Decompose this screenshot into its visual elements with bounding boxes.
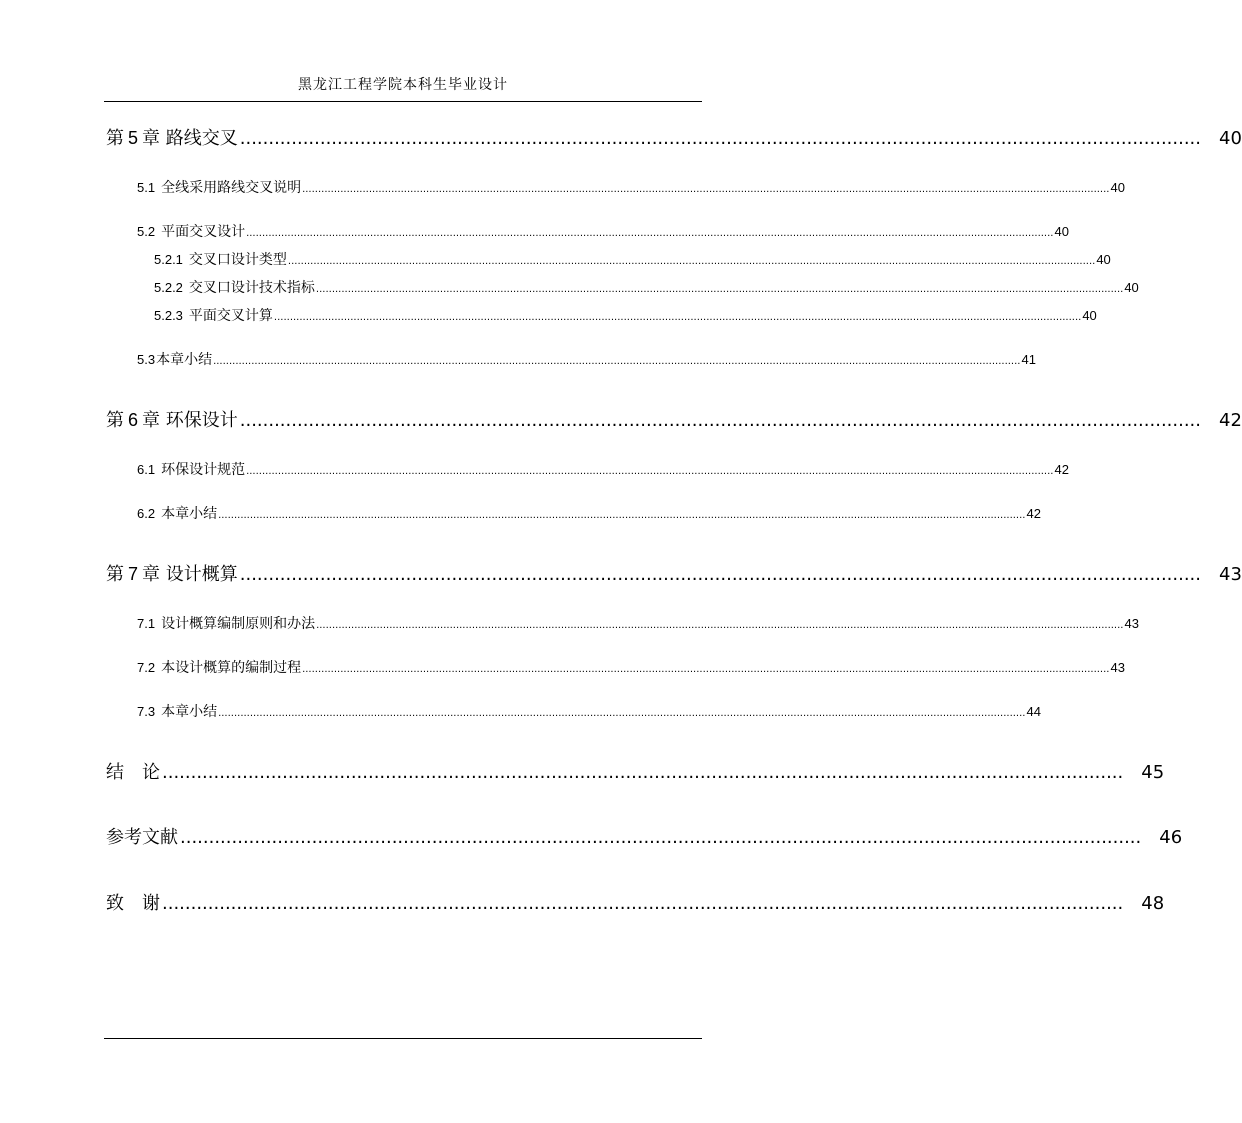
toc-page-number: 40 <box>1082 308 1097 323</box>
toc-subsection-5-2-2[interactable]: 5.2.2 交叉口设计技术指标 .............................................................................................................................................................................................................................................................. 40 <box>154 280 1139 296</box>
dot-leader: .............................................................................................................................................................................................................................................................. <box>302 664 1110 675</box>
toc-chapter-6[interactable] <box>106 406 1242 432</box>
dot-leader: ........................................................................................................................................................................ <box>239 410 1201 431</box>
toc-page-number: 43 <box>1110 660 1125 675</box>
toc-entry-title: 参考文献 <box>106 827 178 848</box>
dot-leader: .............................................................................................................................................................................................................................................................. <box>213 356 1021 367</box>
toc-section-5-2[interactable]: 5.2 平面交叉设计 .............................................................................................................................................................................................................................................................. 40 <box>137 224 1069 240</box>
toc-section-7-3[interactable]: 7.3 本章小结 .............................................................................................................................................................................................................................................................. 44 <box>137 704 1041 720</box>
toc-chapter-label: 第 6 章 环保设计 <box>106 410 238 431</box>
toc-page-number: 40 <box>1054 224 1069 239</box>
dot-leader: ........................................................................................................................................................................ <box>239 128 1201 149</box>
toc-conclusion[interactable] <box>106 758 1165 784</box>
toc-page-number: 45 <box>1141 762 1165 783</box>
toc-acknowledgements[interactable] <box>106 889 1165 915</box>
toc-page-number: 46 <box>1159 827 1183 848</box>
toc-page-number: 40 <box>1219 128 1242 149</box>
toc-page-number: 42 <box>1054 462 1069 477</box>
toc-page-number: 40 <box>1110 180 1125 195</box>
toc-page-number: 43 <box>1124 616 1139 631</box>
toc-page-number: 43 <box>1219 564 1242 585</box>
dot-leader: .............................................................................................................................................................................................................................................................. <box>218 708 1026 719</box>
dot-leader: ........................................................................................................................................................................ <box>180 827 1142 848</box>
toc-page-number: 42 <box>1026 506 1041 521</box>
toc-page-number: 40 <box>1096 252 1111 267</box>
dot-leader: ........................................................................................................................................................................ <box>162 762 1124 783</box>
dot-leader: ........................................................................................................................................................................ <box>239 564 1201 585</box>
toc-chapter-label: 第 5 章 路线交叉 <box>106 128 238 149</box>
dot-leader: .............................................................................................................................................................................................................................................................. <box>246 466 1054 477</box>
toc-page-number: 41 <box>1021 352 1036 367</box>
toc-section-6-1[interactable]: 6.1 环保设计规范 .............................................................................................................................................................................................................................................................. 42 <box>137 462 1069 478</box>
page-header-title: 黑龙江工程学院本科生毕业设计 <box>298 77 508 93</box>
toc-chapter-label: 第 7 章 设计概算 <box>106 564 238 585</box>
toc-section-7-2[interactable]: 7.2 本设计概算的编制过程 .............................................................................................................................................................................................................................................................. 43 <box>137 660 1125 676</box>
toc-chapter-5[interactable] <box>106 124 1242 150</box>
footer-divider <box>104 1038 702 1039</box>
dot-leader: .............................................................................................................................................................................................................................................................. <box>287 256 1096 267</box>
toc-section-7-1[interactable]: 7.1 设计概算编制原则和办法 .............................................................................................................................................................................................................................................................. 43 <box>137 616 1139 632</box>
toc-references[interactable] <box>106 823 1183 849</box>
dot-leader: ........................................................................................................................................................................ <box>162 893 1124 914</box>
toc-page-number: 42 <box>1219 410 1242 431</box>
toc-page-number: 48 <box>1141 893 1165 914</box>
toc-subsection-5-2-3[interactable]: 5.2.3 平面交叉计算 .............................................................................................................................................................................................................................................................. 40 <box>154 308 1097 324</box>
toc-entry-title: 结 论 <box>106 762 160 783</box>
dot-leader: .............................................................................................................................................................................................................................................................. <box>273 312 1082 323</box>
toc-page-number: 44 <box>1026 704 1041 719</box>
toc-page-number: 40 <box>1124 280 1139 295</box>
dot-leader: .............................................................................................................................................................................................................................................................. <box>246 228 1054 239</box>
toc-chapter-7[interactable] <box>106 560 1242 586</box>
dot-leader: .............................................................................................................................................................................................................................................................. <box>302 184 1110 195</box>
header-divider <box>104 101 702 102</box>
toc-section-5-3[interactable]: 5.3本章小结 .............................................................................................................................................................................................................................................................. 41 <box>137 352 1036 368</box>
dot-leader: .............................................................................................................................................................................................................................................................. <box>315 284 1124 295</box>
dot-leader: .............................................................................................................................................................................................................................................................. <box>218 510 1026 521</box>
dot-leader: .............................................................................................................................................................................................................................................................. <box>316 620 1124 631</box>
toc-subsection-5-2-1[interactable]: 5.2.1 交叉口设计类型 .............................................................................................................................................................................................................................................................. 40 <box>154 252 1111 268</box>
toc-section-5-1[interactable]: 5.1 全线采用路线交叉说明 .............................................................................................................................................................................................................................................................. 40 <box>137 180 1125 196</box>
toc-entry-title: 致 谢 <box>106 893 160 914</box>
toc-section-6-2[interactable]: 6.2 本章小结 .............................................................................................................................................................................................................................................................. 42 <box>137 506 1041 522</box>
